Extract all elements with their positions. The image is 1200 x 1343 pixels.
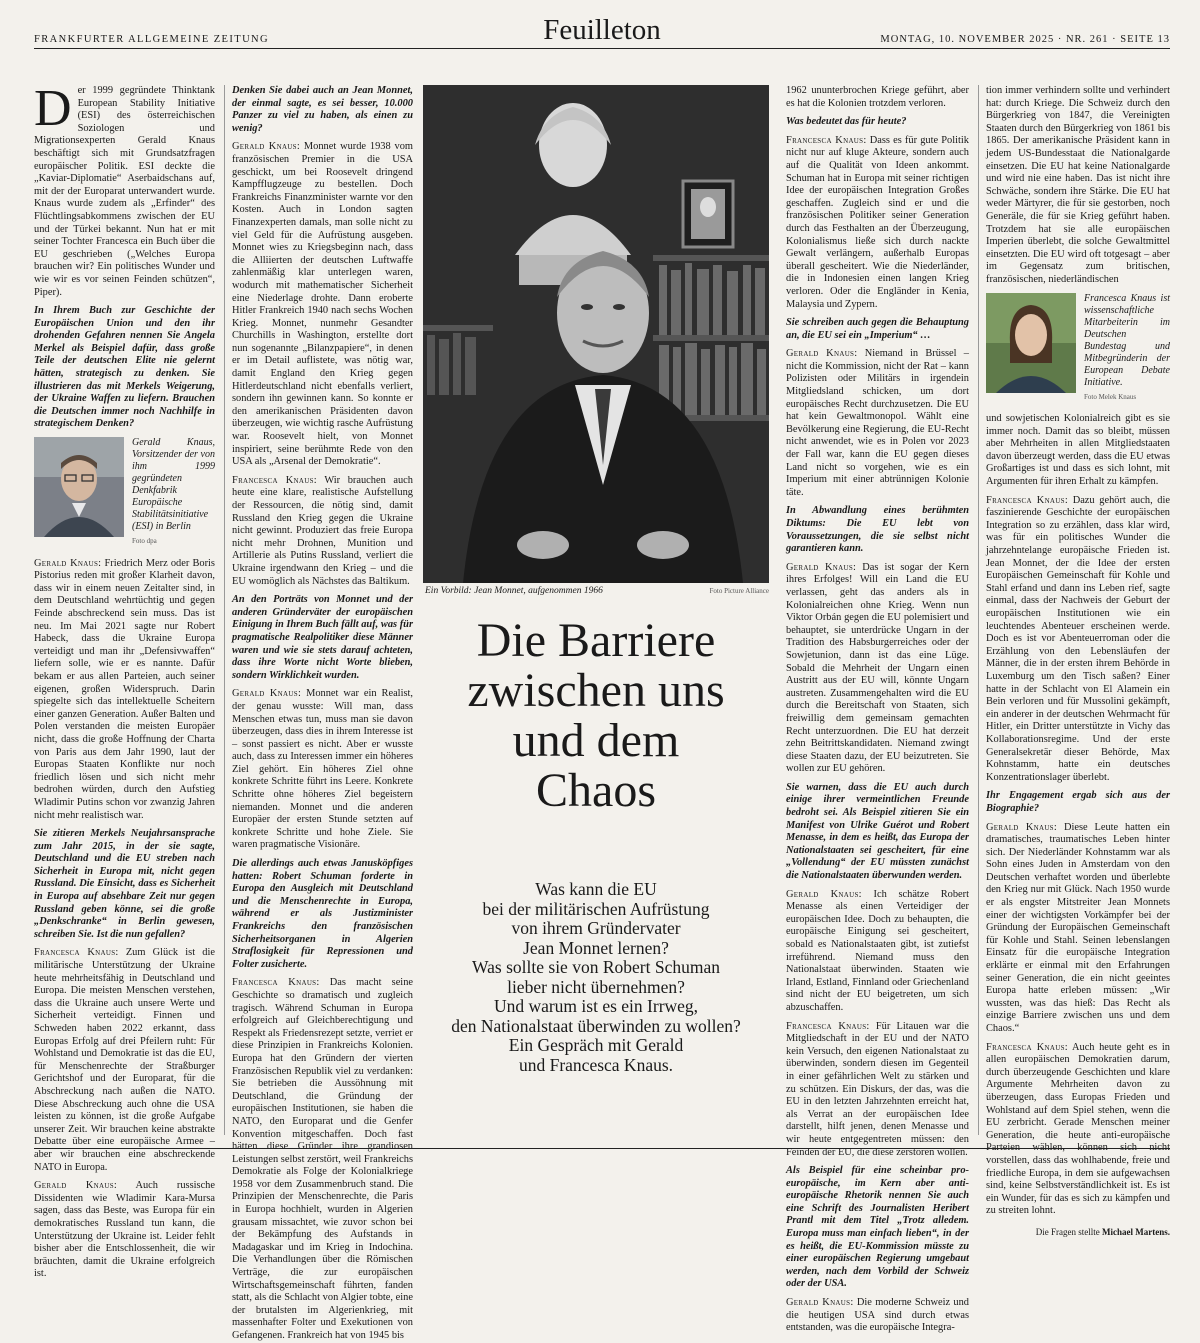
deck-line: lieber nicht übernehmen? [507, 976, 685, 997]
column-2 [232, 85, 414, 1341]
speaker: Francesca Knaus: [232, 474, 317, 486]
speaker: Gerald Knaus: [232, 688, 302, 700]
answer-text: Das macht seine Geschichte so dramatisch und zugleich tragisch. Während Schuman in Europa erfolgreich auf Gleichberechtigung und Respekt als Friedensrezept setzte, verriet er diese Prinzipien in Frankreichs Kolonien. Europa hat den Gründern der vierten Französischen Republik viel zu verdanken: Sie betrieben die Aussöhnung mit Deutschland, die Gründung der europäischen Institutionen, sie haben die NATO, den Europarat und die Genfer Konvention mitgeschaffen. Doch fast hätten diese Gründer ihre grandiosen Leistungen selbst zerstört, weil Frankreichs Demokratie als Folge der Kolonialkriege 1958 vor dem Zusammenbruch stand. Die Prinzipien der Menschenrechte, die Paris in Europa hochhielt, wurden in Algerien grausam missachtet, wie zuvor schon bei der Bekämpfung des Aufstands in Madagaskar und im Krieg in Indochina. Die Verhandlungen über die Römischen Verträge, die zur europäischen Wirtschaftsgemeinschaft führten, fanden statt, als die Schlacht von Algier tobte, eine der brutalsten im Algerienkrieg, mit massenhafter Folter und Exekutionen von Gefangenen. Frankreich hat von 1945 bis [232, 977, 414, 1341]
deck-line: von ihrem Gründervater [511, 918, 681, 938]
answer-text: Die moderne Schweiz und die heutigen USA sind durch etwas entstanden, was die europäische Integra- [786, 1297, 969, 1334]
masthead [34, 12, 1170, 49]
question: An den Porträts von Monnet und der anderen Gründerväter der europäischen Einigung in Ihrem Buch fällt auf, was für pragmatische Realpolitiker diese Männer waren und wie sie stets darauf achteten, dass ihre Worte nicht Worte blieben, sondern Wirklichkeit wurden. [232, 594, 413, 681]
speaker: Francesca Knaus: [232, 977, 320, 989]
answer [786, 348, 969, 499]
answer-text: Dazu gehört auch, die faszinierende Geschichte der europäischen Integration so zu erzählen, dass klar wird, was für ein politisches Wunder die jahrzehntelange europäische Frieden ist. Jean Monnet, der die Idee der ersten Europäischen Gemeinschaft für Kohle und Stahl erfand und dann ins Leben rief, sagte einmal, dass der Nachweis der Geburt der europäischen Institutionen wie ein leuchtendes Abenteuer erscheinen werde. Doch es ist vor Abenteuerroman oder die Erzählung von den Lebensläufen der Männer, die in der ersten ihrem Behörde in Luxemburg um den Tisch saßen? Einer hatte in der Schlacht von El Alamein ein Bein verloren und für Mussolini gekämpft, ein anderer in der deutschen Wehrmacht für Hitler, ein Dritter unterstützte in Vichy das Kollaborationsregime. Und der erste Generalsekretär dieser Behörde, Max Kohnstamm, hatte ein deutsches Konzentrationslager überlebt. [986, 494, 1171, 783]
deck-line: Was sollte sie von Robert Schuman [472, 957, 720, 977]
paragraph: tion immer verhindern sollte und verhindert hat: durch Kriege. Die Schweiz durch den Bürgerkrieg von 1847, die Vereinigten Staaten durch den Bürgerkrieg von 1861 bis 1865. Der amerikanische Präsident kann in jedem US-Bundesstaat die Nationalgarde einsetzen. Die EU hat keine Nationalgarde und wird nie eine haben. Das ist nicht ihre Schwäche, sondern ihre Stärke. Die EU hat weder Märtyrer, die für sie gestorben, noch Generäle, die für sie Krieg geführt haben. Trotzdem hat sie alle europäischen Imperien überlebt, die solche Gewaltmittel einsetzten. Die EU wird oft totgesagt – aber im Gegensatz zum britischen, französischen, niederländischen [986, 85, 1170, 285]
question: Sie schreiben auch gegen die Behauptung an, die EU sei ein „Imperium“ … [786, 317, 969, 341]
caption-text: Ein Vorbild: Jean Monnet, aufgenommen 1966 [425, 586, 603, 596]
column-divider [224, 85, 225, 1135]
answer [232, 475, 413, 588]
answer-text: Monnet wurde 1938 vom französischen Premier in die USA geschickt, um bei Roosevelt dringend Kampfflugzeuge zu bestellen. Doch Frankreichs Finanzminister warnte vor den Kosten. Auch in London sagten Finanzexperten damals, man solle nicht zu viel Geld für die Aufrüstung ausgeben. Monnet wies zu Kriegsbeginn nach, dass die Alliierten der deutschen Luftwaffe zahlenmäßig klar unterlegen waren, wodurch mit mathematischer Sicherheit eine Niederlage drohte. Dann eroberte Hitler Frankreich 1940 nach sechs Wochen Krieg. Monnet, nunmehr Gesandter Churchills in Washington, erstellte dort nun sogenannte „Bilanzpapiere“, in denen er im Detail auflistete, was nötig war, damit England den Krieg gegen Hitlerdeutschland nicht ebenfalls verliert, sondern ihn gewinnen kann. So konnte er den amerikanischen Präsidenten davon überzeugen, wie wichtig rasche Aufrüstung war. Roosevelt hielt, von Monnet inspiriert, seine berühmte Rede von den USA als „Arsenal der Demokratie“. [232, 141, 413, 468]
section-title: Feuilleton [543, 14, 661, 46]
photo-credit: Foto dpa [132, 537, 157, 546]
column-4 [986, 85, 1171, 1237]
portrait-francesca [986, 293, 1170, 404]
answer-text: Auch heute geht es in allen europäischen Demokratien darum, durch überzeugende Geschichten und klare Argumente Mehrheiten davon zu überzeugen, dass Europas Frieden und Wohlstand auf dem Spiel stehen, wenn die EU zerbricht. Gerade Menschen meiner Generation, die heute anti-europäische Parteien wählen, können sich nicht vorstellen, dass das wohlhabende, freie und friedliche Europa, in dem sie aufgewachsen sind, keine Selbstverständlichkeit ist. Es ist ein Wunder, für das es sich zu kämpfen und zu streiten lohnt. [986, 1041, 1171, 1217]
bottom-rule [34, 1148, 1170, 1149]
answer [786, 1297, 969, 1335]
portrait-caption: Gerald Knaus, Vorsitzender der von ihm 1999 gegründeten Denkfabrik Europäische Stabilitätsinitiative (ESI) in Berlin [132, 437, 215, 533]
headline-line: Die Barriere [476, 614, 716, 667]
column-3 [786, 85, 970, 1334]
headline-line: zwischen uns [467, 664, 725, 717]
answer-text: Monnet war ein Realist, der genau wusste: Will man, dass Menschen etwas tun, muss man sie davon überzeugen, dass dies in ihrem Interesse ist – sonst passiert es nicht. Aber er wusste auch, dass zu Interessen immer ein höheres Ziel gehört. Ein höheres Ziel ohne konkrete Schritte führt ins Leere. Konkrete Schritte ohne höheres Ziel begeistern niemanden. Monnet und die anderen Europäer der ersten Stunde setzten auf konkrete Schritte und hohe Ziele. Sie waren pragmatische Visionäre. [232, 688, 413, 851]
speaker: Francesca Knaus: [986, 494, 1069, 506]
question: Was bedeutet das für heute? [786, 116, 907, 128]
column-1 [34, 80, 215, 1280]
issue-date: MONTAG, 10. NOVEMBER 2025 · NR. 261 · SEITE 13 [880, 34, 1170, 45]
paragraph: 1962 ununterbrochen Kriege geführt, aber es hat die Kolonien trotzdem verloren. [786, 85, 969, 109]
answer [232, 141, 413, 468]
headline [423, 616, 769, 816]
answer [232, 977, 413, 1342]
speaker: Gerald Knaus: [786, 1297, 854, 1309]
answer-text: Ich schätze Robert Menasse als einen Verteidiger der europäischen Idee. Doch zu behaupten, die europäische Einigung sei gescheitert, sobald es Nationalstaaten gibt, ist zutiefst irreführend. Niemand muss den Nationalstaat überwinden. Staaten wie Irland, Estland, Finnland oder Griechenland sind nicht der EU beigetreten, um sich abzuschaffen. [786, 888, 969, 1013]
question: Sie warnen, dass die EU auch durch einige ihrer vermeintlichen Freunde bedroht sei. Als Beispiel zitieren Sie ein Manifest von Ulrike Guérot und Robert Menasse, in dem es heißt, das Europa der Nationalstaaten sei gescheitert, für eine „Vollendung“ der EU müssten zunächst die Nationalstaaten überwunden werden. [786, 781, 969, 882]
intro-text: er 1999 gegründete Thinktank European Stability Initiative (ESI) des österreichischen Soziologen und Migrationsexperten Gerald Knaus beschäftigt sich mit Grundsatzfragen europäischer Politik. ESI deckte die „Kaviar-Diplomatie“ Aserbaidschans auf, mit der der Europarat unterwandert wurde. Knaus wurde zudem als „Erfinder“ des Flüchtlingsabkommens zwischen der EU und der Türkei bekannt. Nun hat er mit seiner Tochter Francesca ein Buch über die EU geschrieben („Welches Europa brauchen wir? Ein politisches Wunder und wie wir es vor seinen Feinden schützen“, Piper). [34, 85, 215, 298]
newspaper-name: FRANKFURTER ALLGEMEINE ZEITUNG [34, 34, 270, 45]
answer [786, 889, 969, 1015]
question: Ihr Engagement ergab sich aus der Biographie? [986, 790, 1170, 814]
question: In Ihrem Buch zur Geschichte der Europäischen Union und den ihr drohenden Gefahren nennen Sie Angela Merkel als Beispiel dafür, dass große Teile der deutschen Elite nie gelernt hätten, strategisch zu denken. Sie illustrieren das mit Merkels Weigerung, der Ukraine Waffen zu liefern. Brauchen die Deutschen immer noch Nachhilfe in strategischem Denken? [34, 305, 215, 430]
deck-line: Ein Gespräch mit Gerald [508, 1035, 684, 1055]
byline-prefix: Die Fragen stellte [1035, 1226, 1100, 1237]
answer [34, 947, 215, 1174]
speaker: Gerald Knaus: [232, 141, 301, 153]
answer-text: Dass es für gute Politik nicht nur auf kluge Akteure, sondern auch auf die Qualität von Ideen ankommt. Schuman hat in Europa mit seiner richtigen Idee der europäischen Integration Großes geschaffen. Zugleich sind er und die französischen Politiker seiner Generation durch das Festhalten an der Überzeugung, Kolonialismus ließe sich durch nackte Gewalt verlängern, außerhalb Europas überall gescheitert. Wie die Niederländer, die in Indonesien einen langen Krieg verloren. Oder die Engländer in Kenia, Malaysia und Zypern. [786, 134, 969, 310]
speaker: Francesca Knaus: [986, 1041, 1068, 1053]
speaker: Francesca Knaus: [786, 134, 867, 146]
question: Als Beispiel für eine scheinbar pro-europäische, im Kern aber anti-europäische Rhetorik nennen Sie auch eine Schrift des Journalisten Heribert Prantl mit dem Titel „Trotz alledem. Europa muss man einfach lieben“, in der es heißt, die EU-Kommission müsste zu einer europäischen Regierung umgebaut werden, nach dem Vorbild der Schweiz oder der USA. [786, 1165, 969, 1290]
question: Sie zitieren Merkels Neujahrsansprache zum Jahr 2015, in der sie sagte, Deutschland und die EU streben nach Sicherheit in Europa mit, nicht gegen Russland. Die Einsicht, dass es Sicherheit in Europa auf absehbare Zeit nur gegen Russland geben könne, sei die große „Denkschranke“ in Berlin gewesen, schreiben Sie. Ist die nun gefallen? [34, 828, 215, 940]
photo-credit: Foto Melek Knaus [1084, 392, 1137, 401]
answer [786, 562, 969, 776]
intro-paragraph [34, 80, 215, 299]
paragraph: und sowjetischen Kolonialreich gibt es sie immer noch. Damit das so bleibt, müssen aber Mehrheiten in allen Mitgliedstaaten davon überzeugt werden, dass die EU etwas Großartiges ist und dass es sich lohnt, mit Argumenten für ihren Erhalt zu kämpfen. [986, 413, 1170, 488]
answer [786, 1021, 969, 1160]
headline-line: Chaos [536, 764, 656, 817]
portrait-caption: Francesca Knaus ist wissenschaftliche Mitarbeiterin im Deutschen Bundestag und Mitbegründerin der European Debate Initiative. [1084, 292, 1170, 388]
photo-credit: Foto Picture Alliance [709, 587, 769, 595]
answer-text: Auch russische Dissidenten wie Wladimir Kara-Mursa sagen, dass das Beste, was Europa für ein demokratisches Russland tun kann, die Unterstützung der Ukraine ist. Leider fehlt bisher aber die Entschlossenheit, die wir bräuchten, damit die Ukraine erfolgreich ist. [34, 1180, 215, 1280]
drop-cap: D [34, 80, 72, 137]
answer [232, 688, 413, 852]
column-divider [978, 85, 979, 1135]
deck-line: Und warum ist es ein Irrweg, [493, 996, 699, 1016]
question: Die allerdings auch etwas Janusköpfiges hatten: Robert Schuman forderte in Europa den Ausgleich mit Deutschland und die Menschenrechte in Europa, während er als Justizminister Frankreichs den französischen Sicherheitsorganen in Algerien Straflosigkeit für Repressionen und Folter zusicherte. [232, 858, 413, 970]
speaker: Gerald Knaus: [986, 821, 1058, 833]
byline [986, 1226, 1170, 1239]
deck-line: Was kann die EU [535, 879, 657, 899]
deck-subtitle [423, 880, 769, 1075]
answer [34, 1180, 215, 1281]
answer [34, 558, 215, 822]
deck-line: bei der militärischen Aufrüstung [482, 898, 710, 919]
answer-text: Das ist sogar der Kern ihres Erfolges! Will ein Land die EU verlassen, geht das anders als in Kolonialreichen ohne Krieg. Wenn nun Viktor Orbán gegen die EU polemisiert und behauptet, sie unterdrücke Ungarn in der Tradition des Habsburgerreiches oder der Sowjetunion, dann ist das eine Lüge. Sobald die Mehrheit der Ungarn einen Austritt aus der EU will, könnte Ungarn austreten. Zusammengehalten wird die EU durch die Bereitschaft von Staaten, sich freiwillig dem gemeinsam gemachten Recht unterzuordnen. Die EU hat derzeit zehn Beitrittskandidaten. Niemand zwingt diese Staaten dazu, der EU beizutreten. Sie wollen zur EU gehören. [786, 561, 969, 775]
answer [986, 822, 1170, 1036]
speaker: Gerald Knaus: [786, 561, 857, 573]
speaker: Gerald Knaus: [786, 348, 858, 360]
answer-text: Für Litauen war die Mitgliedschaft in der EU und der NATO kein Versuch, den eigenen Nationalstaat zu überwinden, sondern diesen im Gegenteil in einer gefährlichen Welt zu stärken und zu schützen. Ein Diskurs, der das, was die EU in den letzten Jahrzehnten erreicht hat, als Verrat an der europäischen Idee darstellt, hilft jenen, denen Menasse und wir heute entgegentreten müssen: den Feinden der EU, die diese zerstören wollen. [786, 1020, 970, 1158]
speaker: Gerald Knaus: [34, 557, 102, 569]
portrait-photo-gerald [34, 437, 124, 537]
headline-line: und dem [512, 714, 680, 767]
portrait-gerald [34, 437, 215, 548]
answer [986, 495, 1170, 785]
answer-text: Friedrich Merz oder Boris Pistorius reden mit großer Klarheit davon, dass wir in einem neuen Zeitalter sind, in dem Deutschland wehrtüchtig und gegen Feinde abschreckend sein muss. Das ist neu. Im Mai 2021 sagte nur Robert Habeck, dass die Ukraine Europa verteidigt und man ihr „Defensivwaffen“ liefern solle, wie er es nannte. Dafür bekam er aus allen Parteien, auch seiner eigenen, großen Widerspruch. Darin spiegelte sich das intellektuelle Scheitern einer ganzen Generation. Außer Balten und Polen verstanden die meisten Europäer nicht, dass die große Hoffnung der Charta von Paris aus dem Jahr 1990, laut der Europas Staaten Konflikte nur noch friedlich lösen und sich nicht mehr bedrohen würden, durch den Aufstieg Wladimir Putins schon vor zwanzig Jahren nicht mehr realistisch war. [34, 557, 215, 821]
deck-line: Jean Monnet lernen? [523, 937, 669, 958]
speaker: Francesca Knaus: [786, 1020, 870, 1032]
answer [986, 1042, 1170, 1218]
byline-author: Michael Martens. [1102, 1226, 1170, 1237]
answer-text: Wir brauchen auch heute eine klare, realistische Aufstellung der Ressourcen, die nötig sind, damit Russland den Krieg gegen die Ukraine nicht gewinnt. Produziert das freie Europa nicht mehr Drohnen, Munition und Artillerie als Putins Russland, verliert die Ukraine irgendwann den Krieg – und die EU womöglich als Nächstes das Baltikum. [232, 474, 413, 587]
photo-caption [425, 586, 769, 596]
answer-text: Niemand in Brüssel – nicht die Kommission, nicht der Rat – kann Polizisten oder Militärs in irgendein Mitgliedsland schicken, um dort europäisches Recht durchzusetzen. Die EU hat kein Gewaltmonopol. Wählt eine Bevölkerung eine Regierung, die EU-Recht nicht anwendet, wie es in Polen vor 2023 der Fall war, kann die EU gegen dieses Land nicht so vorgehen, wie es ein Imperium mit einer abtrünnigen Kolonie täte. [786, 348, 969, 498]
speaker: Francesca Knaus: [34, 947, 119, 959]
main-photo-jean-monnet [423, 85, 769, 583]
deck-line: und Francesca Knaus. [518, 1054, 674, 1075]
speaker: Gerald Knaus: [786, 888, 862, 900]
question: In Abwandlung eines berühmten Diktums: Die EU lebt von Voraussetzungen, die sie selbst nicht garantieren kann. [786, 505, 969, 555]
answer [786, 135, 969, 311]
deck-line: den Nationalstaat überwinden zu wollen? [451, 1015, 741, 1036]
answer-text: Diese Leute hatten ein dramatisches, traumatisches Leben hinter sich. Der Niederländer Kohnstamm war als Sohn eines Juden in Amsterdam von den Deutschen verhaftet worden und überlebte den Krieg nur mit Glück. Nach 1950 wurde er als engster Mitstreiter Jean Monnets einer der wichtigsten Vorkämpfer bei der Gründung der Europäischen Gemeinschaft für Kohle und Stahl. Seinen lebenslangen Einsatz für die europäische Integration erklärte er einmal mit den Erfahrungen seiner Generation, die ein nicht geeintes Europa hatte erleben müssen: „Wir wussten, was das hieß: Das Recht als einzige Barriere zwischen uns und dem Chaos.“ [986, 821, 1170, 1034]
question: Denken Sie dabei auch an Jean Monnet, der einmal sagte, es sei besser, 10.000 Panzer zu viel zu haben, als einen zu wenig? [232, 85, 413, 134]
answer-text: Zum Glück ist die militärische Unterstützung der Ukraine heute mehrheitsfähig in Deutschland und Europa. Die meisten Menschen verstehen, dass die Ukraine auch unsere Werte und Sicherheit verteidigt. Finnen und Schweden haben 2022 erkannt, dass Europas Erfolg auf drei Pfeilern ruht: Für Wohlstand und Demokratie ist das die EU, für Menschenrechte der Straßburger Gerichtshof und der Europarat, für die Abschreckung nach außen die NATO. Diese Abschreckung auch ohne die USA leisten zu können, ist die große Aufgabe unserer Zeit. Wir brauchen keine abstrakte Debatte über eine europäische Armee – aber wir brauchen eine abschreckende NATO in Europa. [34, 947, 215, 1173]
portrait-photo-francesca [986, 293, 1076, 393]
speaker: Gerald Knaus: [34, 1180, 118, 1192]
